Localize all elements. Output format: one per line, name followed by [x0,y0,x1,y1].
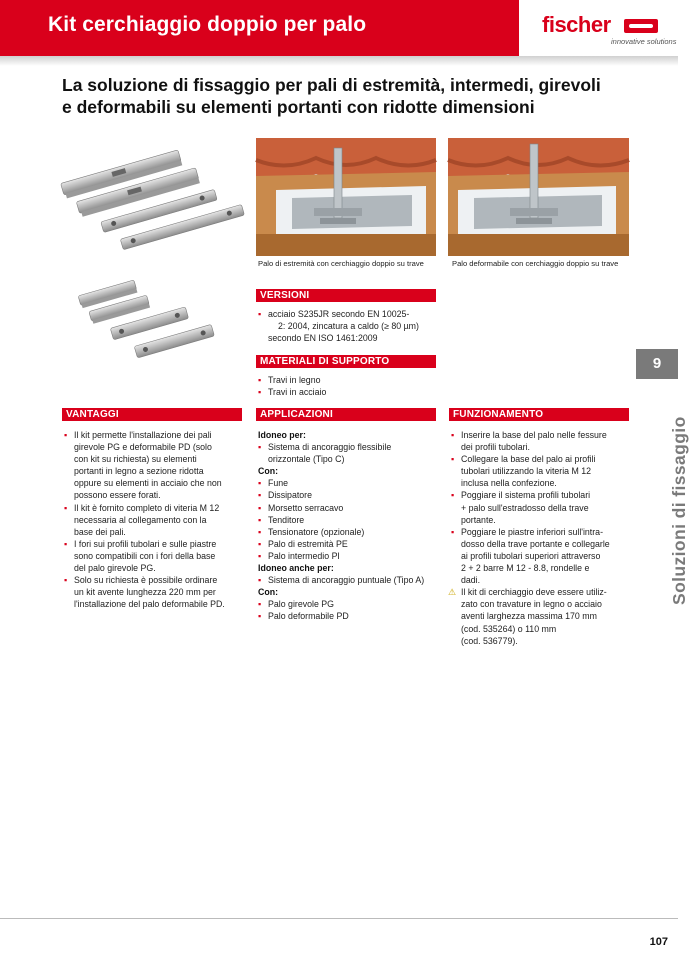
vantaggi-item-text: un kit avente lunghezza 220 mm per [74,587,216,598]
page-header [0,0,678,56]
vantaggi-item-cont [64,598,242,610]
funzionamento-item-cont [451,514,631,526]
funzionamento-item-cont [451,574,631,586]
chapter-label-text: Soluzioni di fissaggio [669,416,689,605]
product-image-plates [78,262,228,367]
steel-plates-icon [78,262,228,367]
funzionamento-item-cont [451,598,631,610]
funzionamento-item-text: zato con travature in legno o acciaio [461,599,602,610]
versioni-list [258,308,436,344]
section-heading-vantaggi: VANTAGGI [62,408,242,421]
vantaggi-item-text: base dei pali. [74,526,126,537]
applicazioni-item: ▪ Tensionatore (opzionale) [258,526,438,538]
vantaggi-item-text: l'installazione del palo deformabile PD. [74,599,225,610]
vantaggi-item-cont [64,514,242,526]
funzionamento-item-cont [451,550,631,562]
funzionamento-item-cont [451,441,631,453]
materiali-item: ▪ Travi in acciaio [258,386,436,398]
chapter-label [650,388,689,608]
funzionamento-item: ▪ Inserire la base del palo nelle fessure [451,429,631,441]
vantaggi-item: ▪ I fori sui profili tubolari e sulle piastre [64,538,242,550]
versioni-item: ▪ acciaio S235JR secondo EN 10025- [258,308,436,320]
logo-mark-icon [624,19,658,33]
headline [62,74,642,118]
funzionamento-item-cont [451,538,631,550]
applicazioni-item: ▪ Dissipatore [258,489,438,501]
funzionamento-item-text: (cod. 536779). [461,635,518,646]
applicazioni-item-text: orizzontale (Tipo C) [268,454,345,465]
applicazioni-subhead: Con: [258,587,279,598]
header-red-band [0,0,519,56]
funzionamento-item-text: 2 + 2 barre M 12 - 8.8, rondelle e [461,563,590,574]
photo-deformable-pole [448,138,629,256]
steel-brackets-icon [60,140,250,255]
funzionamento-item-cont [451,562,631,574]
applicazioni-item: ▪ Sistema di ancoraggio flessibile [258,441,438,453]
applicazioni-item: ▪ Tenditore [258,514,438,526]
photo-end-pole [256,138,436,256]
vantaggi-item-text: con kit su richiesta) su elementi [74,454,197,465]
funzionamento-item-text: inclusa nella confezione. [461,478,557,489]
funzionamento-item-cont [451,623,631,635]
funzionamento-item-cont [451,502,631,514]
applicazioni-item: ▪ Palo deformabile PD [258,610,438,622]
caption-deformable-pole: Palo deformabile con cerchiaggio doppio su trave [452,259,619,268]
page-title: Kit cerchiaggio doppio per palo [48,13,367,36]
applicazioni-item: ▪ Fune [258,477,438,489]
vantaggi-item-cont [64,477,242,489]
caption-end-pole: Palo di estremità con cerchiaggio doppio su trave [258,259,424,268]
applicazioni-item: ▪ Morsetto serracavo [258,502,438,514]
funzionamento-item-text: portante. [461,514,496,525]
applicazioni-item: ▪ Palo di estremità PE [258,538,438,550]
funzionamento-item-cont [451,465,631,477]
materiali-item: ▪ Travi in legno [258,374,436,386]
vantaggi-item-text: necessaria al collegamento con la [74,514,207,525]
fischer-logo [540,10,677,50]
funzionamento-item: ▪ Collegare la base del palo ai profili [451,453,631,465]
funzionamento-list [451,429,631,647]
versioni-item-text: secondo EN ISO 1461:2009 [268,333,378,344]
applicazioni-item: ▪ Palo girevole PG [258,598,438,610]
vantaggi-item-text: sono compatibili con i fori della base [74,550,216,561]
page-number: 107 [649,936,668,948]
vantaggi-item-cont [64,453,242,465]
applicazioni-item: ▪ Palo intermedio PI [258,550,438,562]
roof-installation-image [448,138,629,256]
headline-line-2: e deformabili su elementi portanti con ridotte dimensioni [62,97,535,117]
vantaggi-item-cont [64,489,242,501]
funzionamento-item-text: tubolari utilizzando la viteria M 12 [461,466,592,477]
applicazioni-list [258,429,438,623]
vantaggi-list [64,429,242,610]
applicazioni-subhead: Con: [258,466,279,477]
product-image-brackets [60,140,250,255]
section-heading-versioni: VERSIONI [256,289,436,302]
vantaggi-item: ▪ Il kit è fornito completo di viteria M 12 [64,502,242,514]
vantaggi-item-text: girevole PG e deformabile PD (solo [74,442,212,453]
warning-item: ⚠ Il kit di cerchiaggio deve essere utiliz- [451,586,631,598]
funzionamento-item-text: dosso della trave portante e collegarle [461,538,610,549]
applicazioni-item-cont [258,453,438,465]
funzionamento-item-text: aventi larghezza massima 170 mm [461,611,597,622]
roof-installation-image [256,138,436,256]
versioni-item-cont [258,332,436,344]
vantaggi-item-text: possono essere forati. [74,490,161,501]
funzionamento-item-text: dei profili tubolari. [461,442,530,453]
vantaggi-item: ▪ Il kit permette l'installazione dei pali [64,429,242,441]
funzionamento-item-cont [451,635,631,647]
vantaggi-item-cont [64,586,242,598]
header-divider [0,56,678,66]
vantaggi-item-cont [64,465,242,477]
versioni-item-text: 2: 2004, zincatura a caldo (≥ 80 µm) [278,321,419,332]
funzionamento-item: ▪ Poggiare le piastre inferiori sull'intra- [451,526,631,538]
funzionamento-item-cont [451,477,631,489]
section-heading-materiali: MATERIALI DI SUPPORTO [256,355,436,368]
vantaggi-item-text: oppure su elementi in acciaio che non [74,478,222,489]
vantaggi-item-text: portanti in legno a sezione ridotta [74,466,204,477]
applicazioni-item: ▪ Sistema di ancoraggio puntuale (Tipo A) [258,574,438,586]
section-heading-funzionamento: FUNZIONAMENTO [449,408,629,421]
funzionamento-item-text: ai profili tubolari superiori attraverso [461,550,601,561]
applicazioni-subhead: Idoneo per: [258,430,306,440]
applicazioni-subhead: Idoneo anche per: [258,563,334,574]
section-heading-applicazioni: APPLICAZIONI [256,408,436,421]
funzionamento-item-text: + palo sull'estradosso della trave [461,502,589,513]
chapter-tab: 9 [636,349,678,379]
vantaggi-item-cont [64,562,242,574]
materiali-list [258,374,436,398]
logo-wordmark: fischer [542,12,611,37]
funzionamento-item-text: dadi. [461,575,481,586]
footer-divider [0,918,678,919]
vantaggi-item-text: del palo girevole PG. [74,563,156,574]
vantaggi-item-cont [64,441,242,453]
vantaggi-item: ▪ Solo su richiesta è possibile ordinare [64,574,242,586]
versioni-item-cont [258,320,436,332]
vantaggi-item-cont [64,550,242,562]
funzionamento-item-cont [451,610,631,622]
logo-tagline: innovative solutions [611,37,677,46]
funzionamento-item-text: (cod. 535264) o 110 mm [461,623,557,634]
headline-line-1: La soluzione di fissaggio per pali di estremità, intermedi, girevoli [62,75,601,95]
funzionamento-item: ▪ Poggiare il sistema profili tubolari [451,489,631,501]
vantaggi-item-cont [64,526,242,538]
